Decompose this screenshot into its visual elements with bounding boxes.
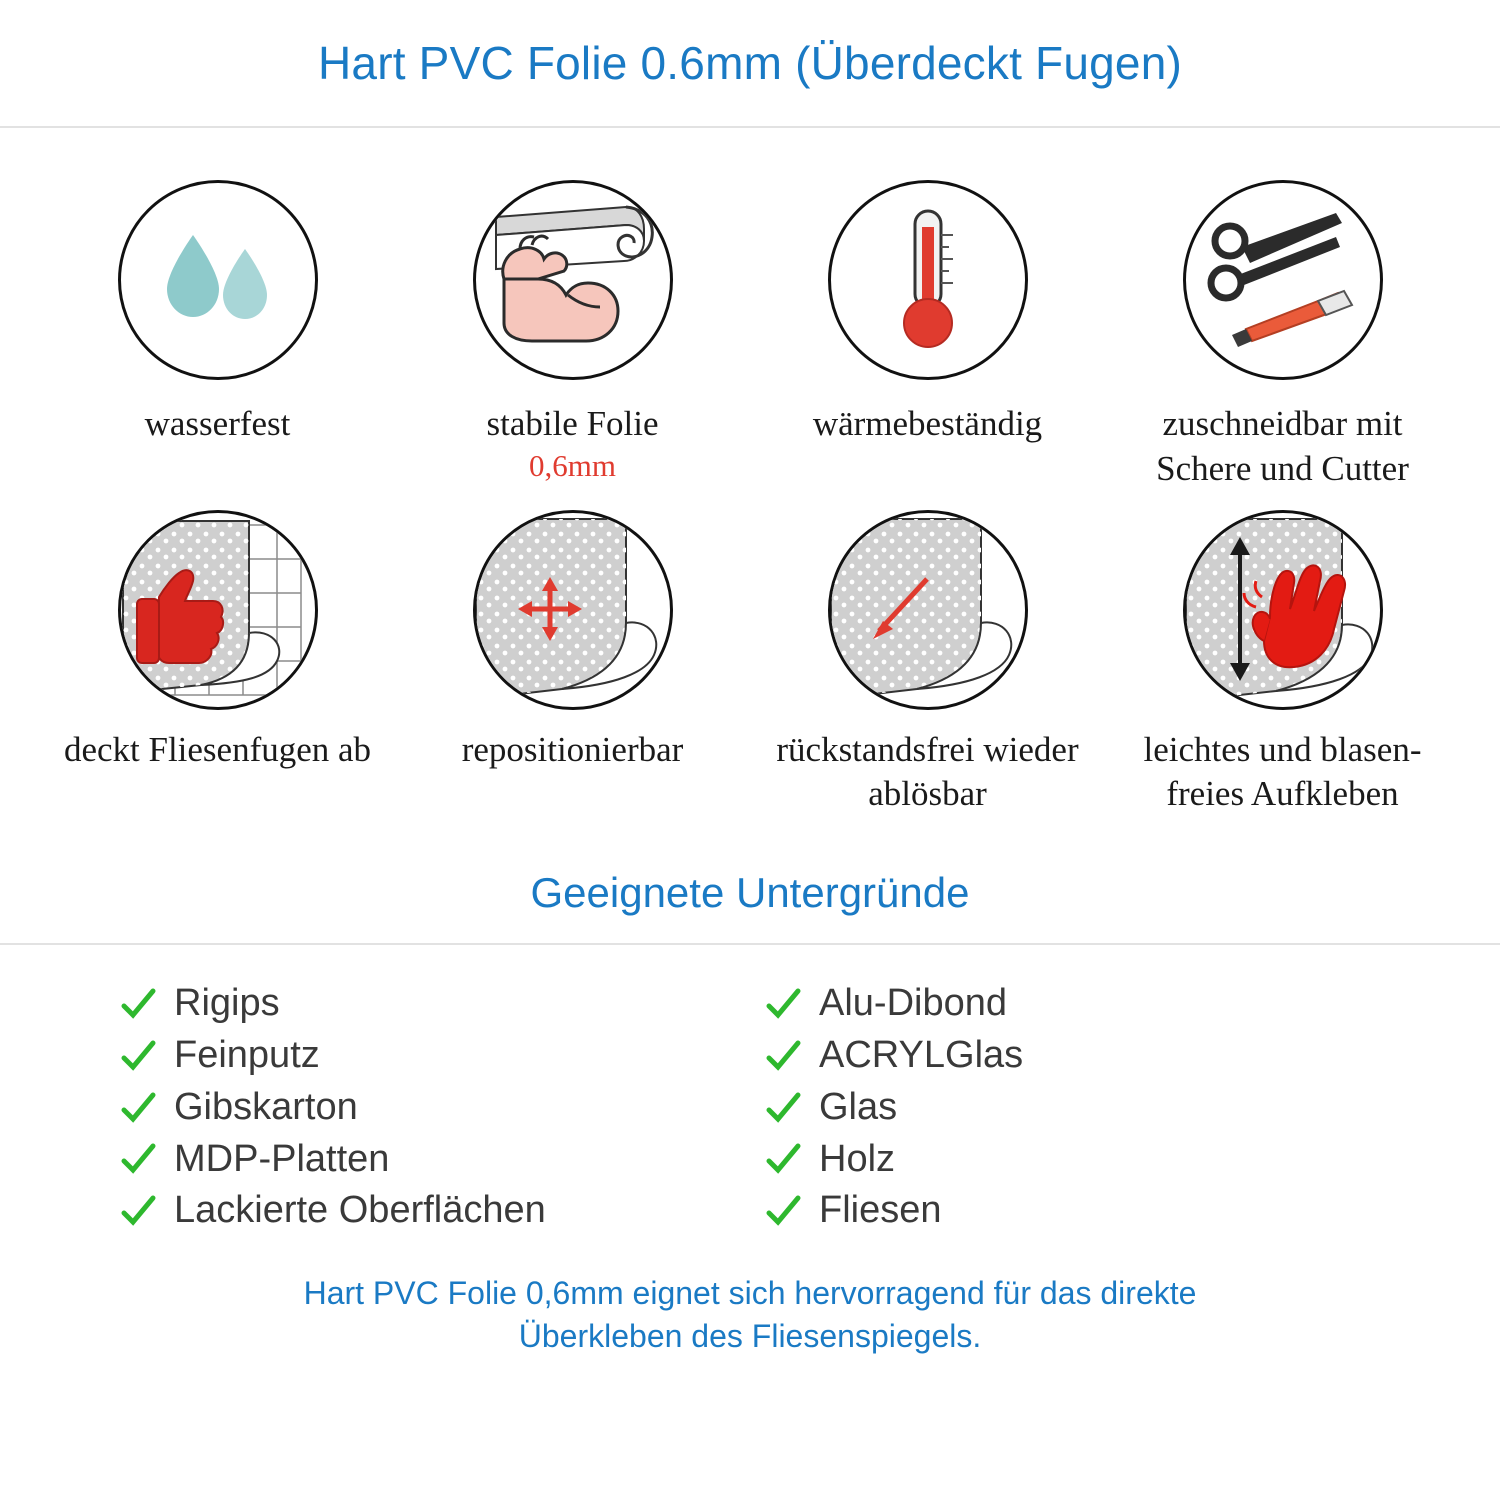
list-item-label: Glas xyxy=(819,1085,898,1128)
feature-rueckstandsfrei xyxy=(750,510,1105,818)
feature-wasserfest xyxy=(40,180,395,492)
peel-off-arrow-icon xyxy=(828,510,1028,710)
feature-label: wärmebeständig xyxy=(812,404,1043,443)
list-item xyxy=(120,1087,735,1129)
list-item-label: Holz xyxy=(819,1137,896,1180)
surfaces-lists xyxy=(0,945,1500,1232)
feature-label: rückstandsfrei wieder ablösbar xyxy=(776,729,1079,814)
list-item-label: ACRYLGlas xyxy=(819,1033,1024,1076)
water-drops-icon xyxy=(118,180,318,380)
feature-grid xyxy=(0,128,1500,817)
header xyxy=(0,0,1500,128)
list-item-label: Rigips xyxy=(174,982,280,1025)
list-item xyxy=(765,1087,1380,1129)
feature-sublabel: 0,6mm xyxy=(529,447,616,483)
footer-note xyxy=(0,1272,1500,1358)
check-icon xyxy=(120,986,156,1022)
thermometer-icon xyxy=(828,180,1028,380)
list-item xyxy=(120,1035,735,1077)
list-item-label: Feinputz xyxy=(174,1033,320,1076)
check-icon xyxy=(765,1090,801,1126)
feature-label: deckt Fliesenfugen ab xyxy=(63,729,372,769)
feature-waermebestaendig xyxy=(750,180,1105,492)
footer-note-line1: Hart PVC Folie 0,6mm eignet sich hervorragend für das direkte xyxy=(303,1275,1197,1312)
feature-label: repositionierbar xyxy=(461,729,684,769)
surfaces-list-left xyxy=(120,983,735,1232)
list-item xyxy=(120,1190,735,1232)
list-item-label: MDP-Platten xyxy=(174,1137,390,1180)
feature-deckt-fliesenfugen xyxy=(40,510,395,818)
list-item xyxy=(765,1190,1380,1232)
check-icon xyxy=(120,1141,156,1177)
scissors-cutter-icon xyxy=(1183,180,1383,380)
feature-repositionierbar xyxy=(395,510,750,818)
list-item xyxy=(120,983,735,1025)
check-icon xyxy=(765,986,801,1022)
feature-label: wasserfest xyxy=(144,404,291,443)
feature-zuschneidbar xyxy=(1105,180,1460,492)
check-icon xyxy=(765,1193,801,1229)
feature-stabile-folie xyxy=(395,180,750,492)
subheading: Geeignete Untergründe xyxy=(530,869,970,917)
flexed-arm-film-icon xyxy=(473,180,673,380)
list-item-label: Gibskarton xyxy=(174,1085,358,1128)
thumbs-up-tiles-icon xyxy=(118,510,318,710)
check-icon xyxy=(120,1038,156,1074)
list-item xyxy=(120,1139,735,1181)
feature-label: leichtes und blasen-freies Aufkleben xyxy=(1143,729,1422,814)
reposition-arrows-icon xyxy=(473,510,673,710)
list-item-label: Lackierte Oberflächen xyxy=(174,1189,546,1232)
check-icon xyxy=(120,1090,156,1126)
feature-leichtes-aufkleben xyxy=(1105,510,1460,818)
page-title: Hart PVC Folie 0.6mm (Überdeckt Fugen) xyxy=(318,37,1182,89)
footer-note-line2: Überkleben des Fliesenspiegels. xyxy=(518,1318,982,1355)
list-item xyxy=(765,1139,1380,1181)
subheading-section xyxy=(0,869,1500,945)
feature-label: stabile Folie xyxy=(486,404,659,443)
list-item xyxy=(765,1035,1380,1077)
list-item xyxy=(765,983,1380,1025)
surfaces-list-right xyxy=(765,983,1380,1232)
check-icon xyxy=(120,1193,156,1229)
feature-label: zuschneidbar mit Schere und Cutter xyxy=(1156,404,1409,488)
check-icon xyxy=(765,1141,801,1177)
check-icon xyxy=(765,1038,801,1074)
list-item-label: Alu-Dibond xyxy=(819,982,1007,1025)
hand-smoothing-icon xyxy=(1183,510,1383,710)
list-item-label: Fliesen xyxy=(819,1189,942,1232)
